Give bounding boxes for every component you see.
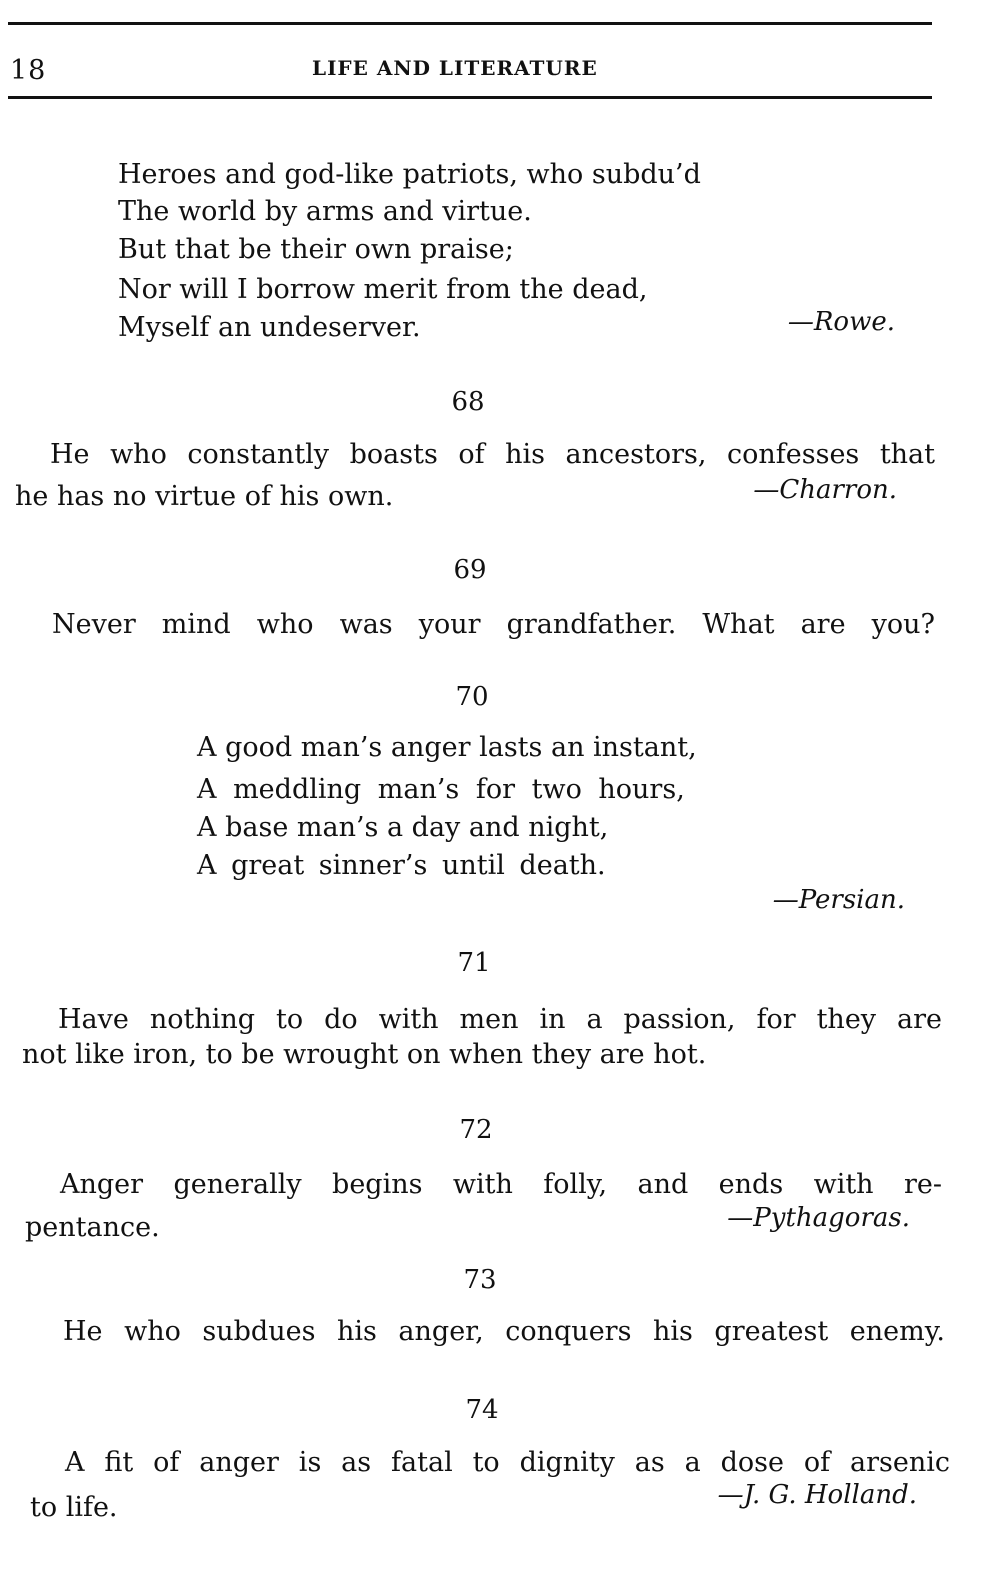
entry-line: Have nothing to do with men in a passion, for they are: [58, 1004, 942, 1035]
entry-line: A good man’s anger lasts an instant,: [197, 732, 697, 763]
entry-line: Never mind who was your grandfather. What are you?: [52, 609, 935, 640]
entry-line: he has no virtue of his own.: [15, 481, 394, 512]
entry-number: 70: [455, 682, 489, 712]
verse-line: But that be their own praise;: [118, 234, 514, 265]
entry-line: A great sinner’s until death.: [197, 850, 606, 881]
header-bottom-rule: [8, 96, 932, 99]
verse-line: Myself an undeserver.: [118, 312, 421, 343]
entry-line: A meddling man’s for two hours,: [197, 774, 685, 805]
entry-line: pentance.: [25, 1212, 160, 1243]
entry-line: Anger generally begins with folly, and ends with re-: [60, 1169, 942, 1200]
attribution: —Persian.: [772, 885, 905, 915]
verse-line: Heroes and god-like patriots, who subdu’d: [118, 159, 701, 190]
entry-number: 72: [459, 1115, 493, 1145]
entry-number: 68: [451, 387, 485, 417]
running-title: LIFE AND LITERATURE: [312, 56, 598, 80]
entry-line: A fit of anger is as fatal to dignity as a dose of arsenic: [65, 1447, 950, 1478]
entry-line: He who subdues his anger, conquers his greatest enemy.: [63, 1316, 945, 1347]
entry-line: to life.: [30, 1492, 118, 1523]
entry-number: 74: [465, 1395, 499, 1425]
entry-number: 73: [463, 1265, 497, 1295]
attribution: —Pythagoras.: [727, 1203, 910, 1233]
entry-line: He who constantly boasts of his ancestors, confesses that: [50, 439, 935, 470]
attribution: —Rowe.: [787, 307, 895, 337]
attribution: —Charron.: [753, 475, 897, 505]
entry-number: 69: [453, 555, 487, 585]
verse-line: Nor will I borrow merit from the dead,: [118, 274, 648, 305]
entry-line: A base man’s a day and night,: [197, 812, 609, 843]
entry-line: not like iron, to be wrought on when they are hot.: [22, 1039, 707, 1070]
header-top-rule: [8, 22, 932, 25]
entry-number: 71: [457, 948, 491, 978]
page-number: 18: [10, 55, 47, 86]
attribution: —J. G. Holland.: [717, 1480, 917, 1510]
verse-line: The world by arms and virtue.: [118, 196, 532, 227]
